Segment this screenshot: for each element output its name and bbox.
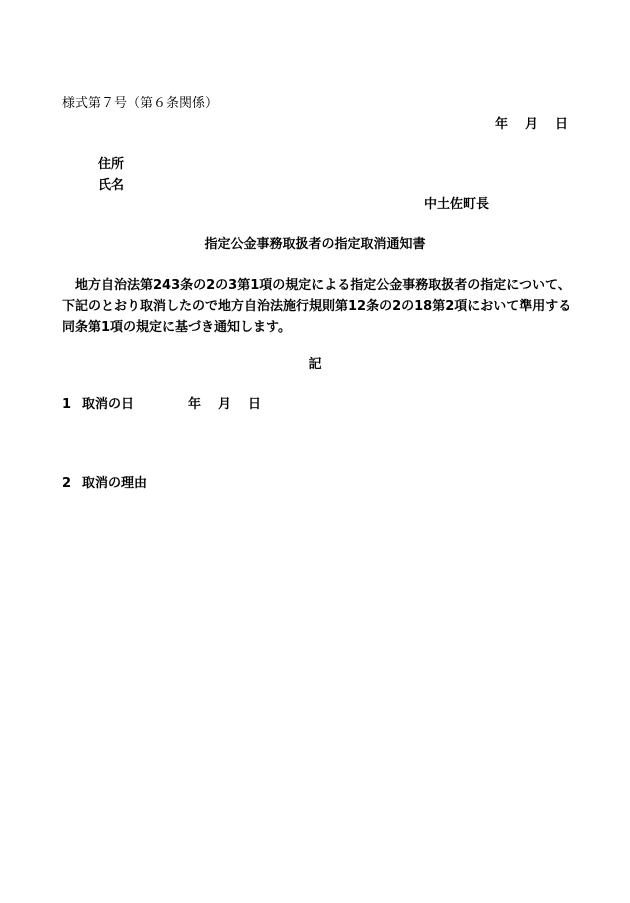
ki-heading: 記 xyxy=(308,357,322,372)
recipient-name-label: 氏名 xyxy=(98,178,125,193)
cancel-date-month: 月 xyxy=(218,397,232,412)
document-title: 指定公金事務取扱者の指定取消通知書 xyxy=(204,237,426,252)
header-date-year: 年 xyxy=(494,117,508,132)
header-date-month: 月 xyxy=(524,117,538,132)
header-date xyxy=(495,116,568,134)
item-label: 取消の理由 xyxy=(82,476,148,491)
item-number: 1 xyxy=(62,397,72,412)
body-line: 同条第1項の規定に基づき通知します。 xyxy=(62,320,292,335)
form-number-label: 様式第７号（第６条関係） xyxy=(62,96,219,111)
body-line: 地方自治法第243条の2の3第1項の規定による指定公金事務取扱者の指定について、 xyxy=(62,278,571,293)
issuer-name: 中土佐町長 xyxy=(424,197,490,212)
header-date-day: 日 xyxy=(554,117,568,132)
cancel-date-fields xyxy=(188,396,261,414)
cancel-date-year: 年 xyxy=(188,397,202,412)
item-cancel-date xyxy=(62,396,134,414)
body-line: 下記のとおり取消したので地方自治法施行規則第12条の2の18第2項において準用する xyxy=(62,299,572,314)
body-paragraph xyxy=(62,275,582,338)
recipient-address-label: 住所 xyxy=(98,157,125,172)
item-label: 取消の日 xyxy=(82,397,135,412)
cancel-date-day: 日 xyxy=(248,397,262,412)
item-number: 2 xyxy=(62,476,72,491)
item-cancel-reason xyxy=(62,475,147,493)
